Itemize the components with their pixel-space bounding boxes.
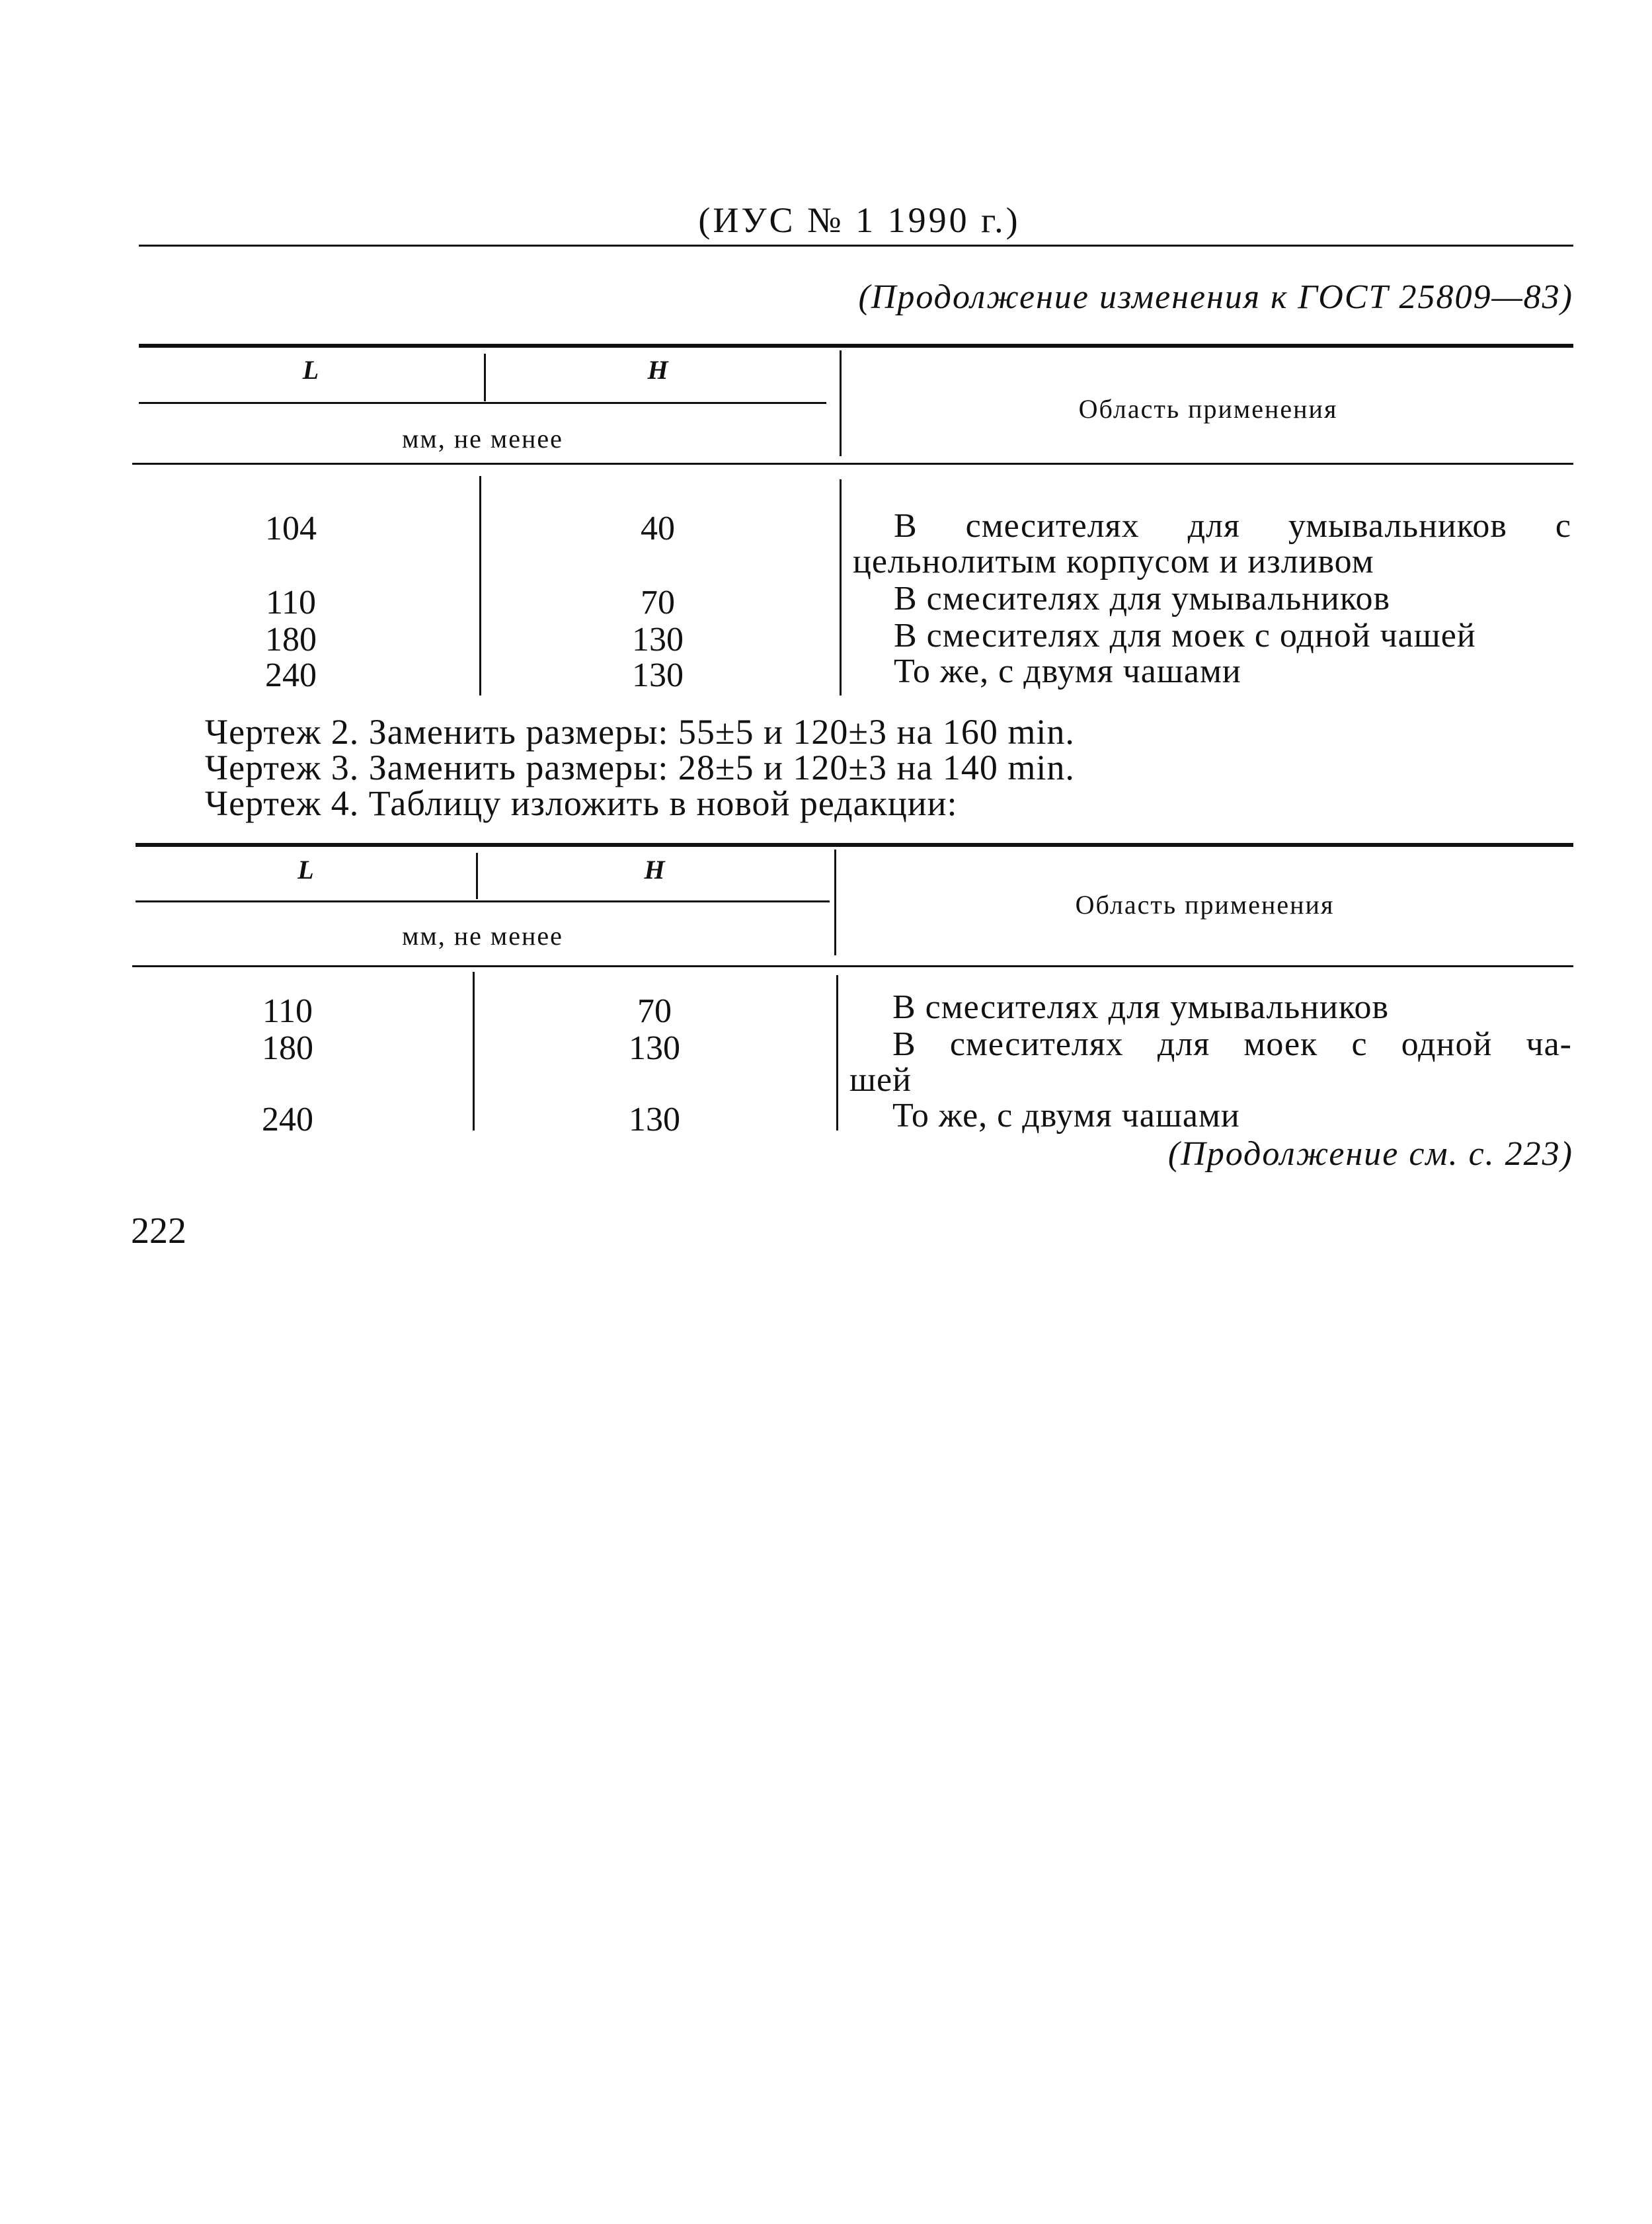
page-number: 222 — [131, 1211, 186, 1251]
table-2-body-divider-area — [836, 975, 838, 1131]
table-row: 130 — [629, 1029, 680, 1067]
table-1-header-divider-area — [840, 350, 842, 456]
header-rule — [139, 245, 1573, 247]
area-description: цельнолитым корпусом и изливом — [853, 543, 1374, 580]
table-2-col-area: Область применения — [1075, 890, 1335, 920]
table-2-top-rule — [136, 843, 1573, 847]
table-2-col-L: L — [297, 855, 314, 885]
table-row: 180 — [262, 1029, 313, 1067]
area-description: шей — [849, 1061, 912, 1099]
paragraph-drawing-4: Чертеж 4. Таблицу изложить в новой редакции: — [205, 783, 958, 823]
table-1-unit: мм, не менее — [402, 424, 563, 454]
table-1-header-divider-LH — [484, 354, 486, 401]
table-1-header-bottom-rule — [132, 463, 1573, 465]
table-row: 70 — [637, 992, 672, 1030]
table-1-col-area: Область применения — [1078, 394, 1338, 424]
table-2-header-divider-LH — [476, 853, 478, 899]
continuation-footer: (Продолжение см. с. 223) — [1167, 1135, 1573, 1173]
area-description: В смесителях для умывальников — [892, 988, 1390, 1026]
table-1-body-divider-area — [840, 479, 842, 695]
table-row: 130 — [629, 1101, 680, 1138]
area-description: В смесителях для умывальников — [894, 580, 1391, 617]
table-row: 130 — [632, 621, 684, 658]
area-description: В смесителях для моек с одной ча- — [892, 1025, 1572, 1063]
paragraph-drawing-3: Чертеж 3. Заменить размеры: 28±5 и 120±3 на 140 min. — [205, 748, 1075, 787]
table-1-col-L: L — [302, 355, 319, 385]
table-row: 240 — [262, 1101, 313, 1138]
table-1-top-rule — [139, 344, 1573, 348]
table-row: 180 — [265, 621, 317, 658]
table-2-body-divider-LH — [473, 972, 475, 1131]
continuation-header: (Продолжение изменения к ГОСТ 25809—83) — [858, 278, 1573, 316]
table-2-header-subrule — [136, 900, 830, 902]
table-2-unit: мм, не менее — [402, 921, 563, 951]
table-2-col-H: H — [644, 855, 665, 885]
table-2-header-bottom-rule — [132, 965, 1573, 967]
table-row: 110 — [265, 584, 317, 621]
area-description: В смесителях для моек с одной чашей — [894, 617, 1476, 655]
table-1-header-subrule — [139, 402, 826, 404]
area-description: То же, с двумя чашами — [892, 1097, 1240, 1134]
table-row: 130 — [632, 656, 684, 694]
paragraph-drawing-2: Чертеж 2. Заменить размеры: 55±5 и 120±3 на 160 min. — [205, 712, 1075, 752]
table-1-body-divider-LH — [479, 476, 481, 695]
table-row: 40 — [641, 510, 675, 547]
table-1-col-H: H — [647, 355, 668, 385]
table-row: 240 — [265, 656, 317, 694]
area-description: То же, с двумя чашами — [894, 653, 1241, 690]
table-row: 70 — [641, 584, 675, 621]
issue-header: (ИУС № 1 1990 г.) — [698, 200, 1021, 240]
table-row: 110 — [262, 992, 313, 1030]
table-row: 104 — [265, 510, 317, 547]
area-description: В смесителях для умывальников с — [894, 507, 1571, 545]
